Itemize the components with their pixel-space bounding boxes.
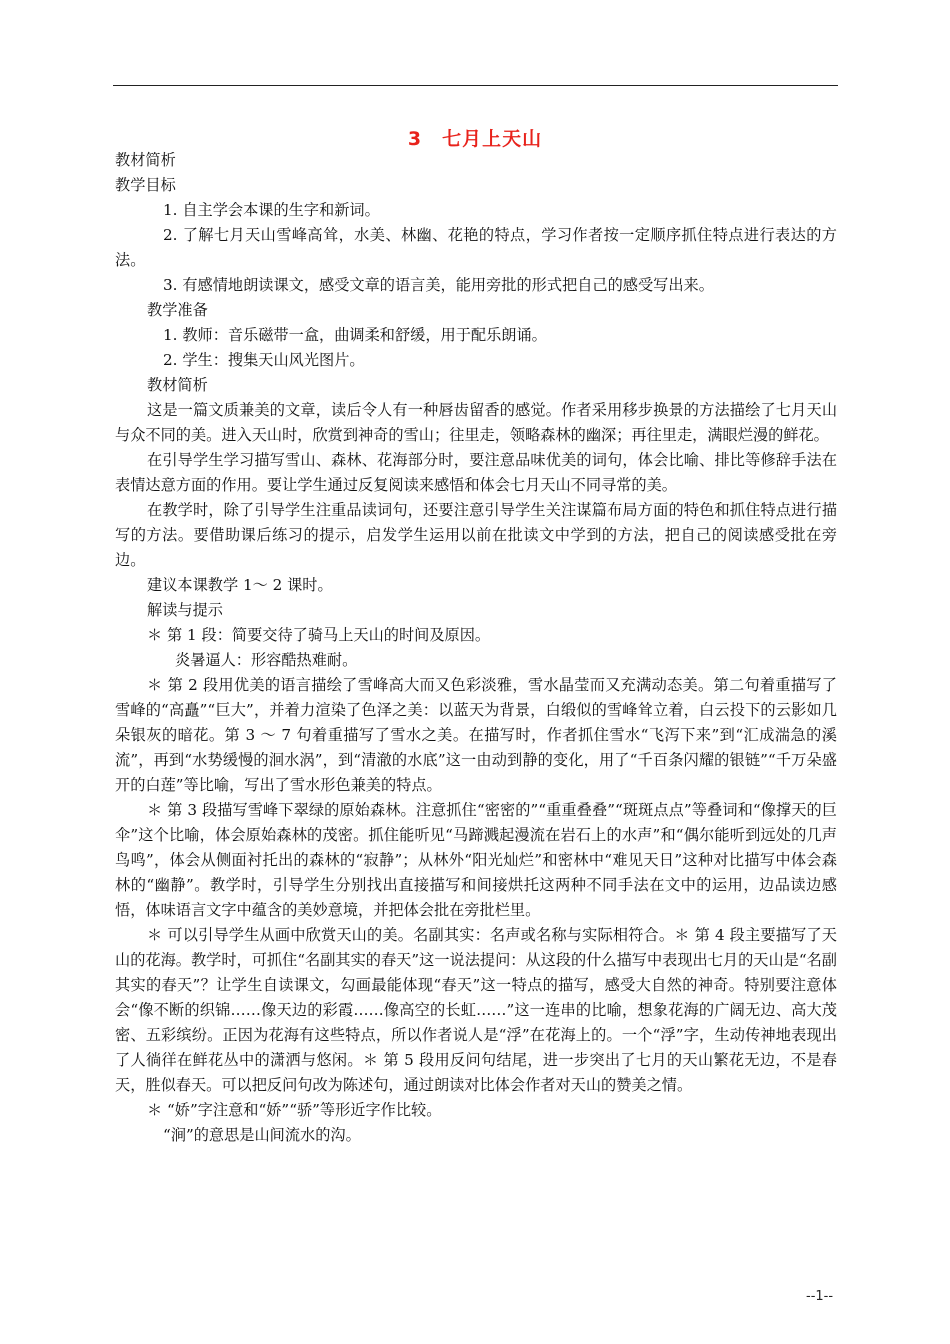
note-paragraph: 炎暑逼人：形容酷热难耐。 — [175, 651, 358, 669]
note-paragraph: ＊ 第 2 段用优美的语言描绘了雪峰高大而又色彩淡雅，雪水晶莹而又充满动态美。第二句着重描写了雪峰的“高矗”“巨大”，并着力渲染了色泽之美：以蓝天为背景，白缎似的雪峰耸立着，白云投下的云影如几朵银灰的暗花。第 3 ～ 7 句着重描写了雪水之美。在描写时，作者抓住雪水“飞泻下来”到“汇成湍急的溪流”，再到“水势缓慢的洄水涡”，到“清澈的水底”这一由动到静的变化，用了“千百条闪耀的银链”“千万朵盛开的白莲”等比喻，写出了雪水形色兼美的特点。 — [115, 676, 837, 794]
goal-item: 3. 有感情地朗读课文，感受文章的语言美，能用旁批的形式把自己的感受写出来。 — [163, 276, 714, 294]
section-heading: 教学目标 — [115, 176, 176, 194]
section-heading: 教材简析 — [147, 376, 208, 394]
section-heading: 教学准备 — [147, 301, 208, 319]
body-paragraph: 在教学时，除了引导学生注重品读词句，还要注意引导学生关注谋篇布局方面的特色和抓住特点进行描写的方法。要借助课后练习的提示，启发学生运用以前在批读文中学到的方法，把自己的阅读感受批在旁边。 — [115, 501, 837, 569]
prep-item: 2. 学生：搜集天山风光图片。 — [163, 351, 365, 369]
prep-item: 1. 教师：音乐磁带一盒，曲调柔和舒缓，用于配乐朗诵。 — [163, 326, 547, 344]
section-heading: 教材简析 — [115, 151, 176, 169]
note-paragraph: ＊ 第 1 段：简要交待了骑马上天山的时间及原因。 — [147, 626, 491, 644]
body-paragraph: 建议本课教学 1～ 2 课时。 — [147, 576, 333, 594]
note-paragraph: ＊ 可以引导学生从画中欣赏天山的美。名副其实：名声或名称与实际相符合。＊ 第 4 段主要描写了天山的花海。教学时，可抓住“名副其实的春天”这一说法提问：从这段的什么描写中表现出七月的天山是“名副其实的春天”？让学生自读课文，勾画最能体现“春天”这一特点的描写，感受大自然的神奇。特别要注意体会“像不断的织锦……像天边的彩霞……像高空的长虹……”这一连串的比喻，想象花海的广阔无边、高大茂密、五彩缤纷。正因为花海有这些特点，所以作者说人是“浮”在花海上的。一个“浮”字，生动传神地表现出了人徜徉在鲜花丛中的潇洒与悠闲。＊ 第 5 段用反问句结尾，进一步突出了七月的天山繁花无边，不是春天，胜似春天。可以把反问句改为陈述句，通过朗读对比体会作者对天山的赞美之情。 — [115, 926, 837, 1094]
body-paragraph: 这是一篇文质兼美的文章，读后令人有一种唇齿留香的感觉。作者采用移步换景的方法描绘了七月天山与众不同的美。进入天山时，欣赏到神奇的雪山；往里走，领略森林的幽深；再往里走，满眼烂漫的鲜花。 — [115, 401, 837, 444]
goal-item: 1. 自主学会本课的生字和新词。 — [163, 201, 380, 219]
note-paragraph: ＊ 第 3 段描写雪峰下翠绿的原始森林。注意抓住“密密的”“重重叠叠”“斑斑点点”等叠词和“像撑天的巨伞”这个比喻，体会原始森林的茂密。抓住能听见“马蹄溅起漫流在岩石上的水声”和“偶尔能听到远处的几声鸟鸣”，体会从侧面衬托出的森林的“寂静”；从林外“阳光灿烂”和密林中“难见天日”这种对比描写中体会森林的“幽静”。教学时，引导学生分别找出直接描写和间接烘托这两种不同手法在文中的运用，边品读边感悟，体味语言文字中蕴含的美妙意境，并把体会批在旁批栏里。 — [115, 801, 837, 919]
body-paragraph: 在引导学生学习描写雪山、森林、花海部分时，要注意品味优美的词句，体会比喻、排比等修辞手法在表情达意方面的作用。要让学生通过反复阅读来感悟和体会七月天山不同寻常的美。 — [115, 451, 837, 494]
page-number: --1-- — [806, 1289, 834, 1304]
note-paragraph: ＊ “娇”字注意和“娇”“骄”等形近字作比较。 — [147, 1101, 442, 1119]
goal-item: 2. 了解七月天山雪峰高耸，水美、林幽、花艳的特点，学习作者按一定顺序抓住特点进行表达的方法。 — [115, 226, 837, 269]
lesson-title: 3 七月上天山 — [407, 128, 543, 150]
header-rule — [113, 85, 838, 86]
document-body — [115, 148, 837, 1148]
note-paragraph: “涧”的意思是山间流水的沟。 — [163, 1126, 361, 1144]
section-heading: 解读与提示 — [147, 601, 223, 619]
